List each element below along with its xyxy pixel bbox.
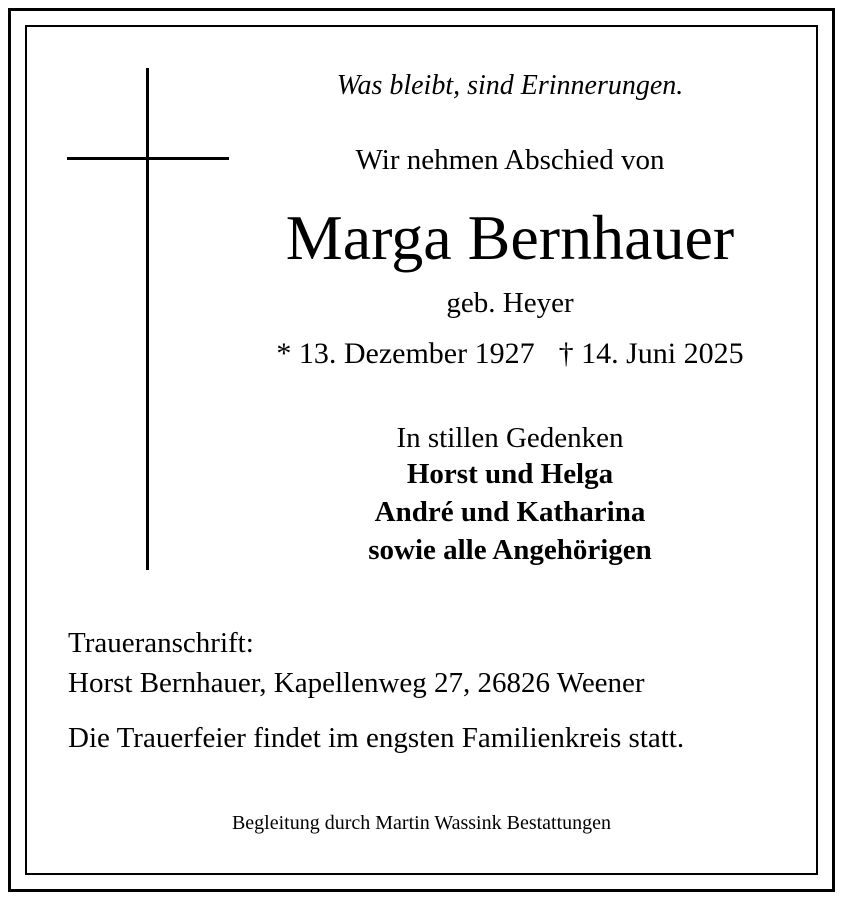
family-line: sowie alle Angehörigen [368,534,652,566]
undertaker-credit: Begleitung durch Martin Wassink Bestattungen [231,812,612,834]
address-line: Horst Bernhauer, Kapellenweg 27, 26826 Weener [68,667,645,699]
family-line: Horst und Helga [406,458,614,490]
motto: Was bleibt, sind Erinnerungen. [336,70,684,101]
maiden-name: geb. Heyer [446,287,574,319]
cross-vertical-bar [146,68,149,570]
birth-date: * 13. Dezember 1927 [276,337,535,370]
deceased-name: Marga Bernhauer [285,202,735,273]
address-block [68,623,645,703]
family-list [250,455,770,569]
family-line: André und Katharina [374,496,646,528]
life-dates [250,333,770,375]
mourning-line: In stillen Gedenken [396,422,624,454]
address-label: Traueranschrift: [68,627,254,659]
cross-horizontal-bar [67,157,229,160]
ceremony-note: Die Trauerfeier findet im engsten Familienkreis statt. [68,722,685,754]
cross-icon [67,68,229,570]
intro-text: Wir nehmen Abschied von [355,144,665,176]
death-date: † 14. Juni 2025 [558,337,744,370]
